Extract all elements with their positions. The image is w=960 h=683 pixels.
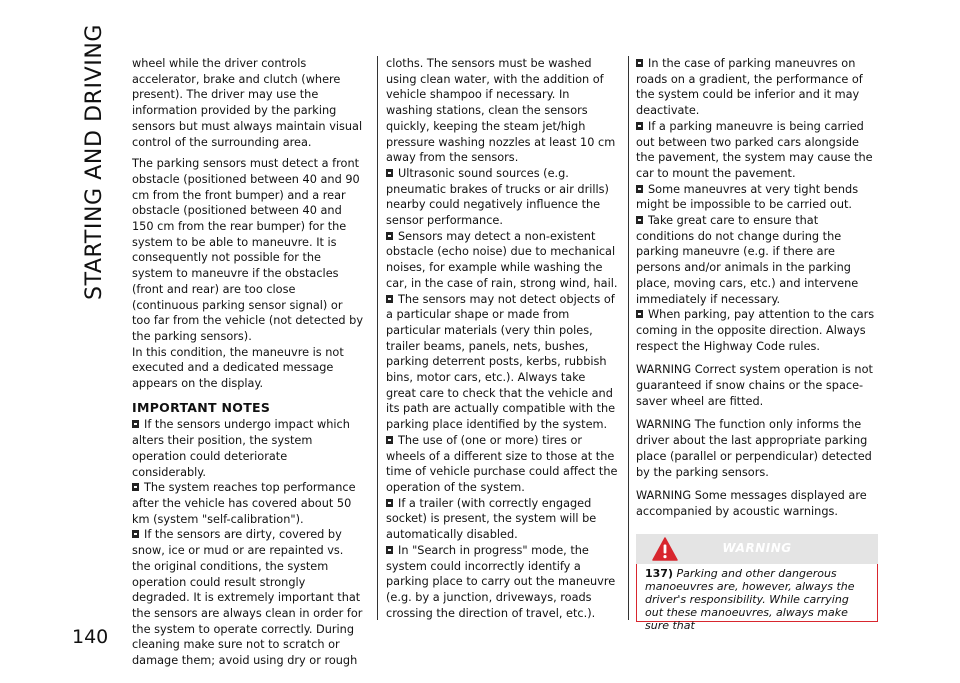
list-item [386,166,618,229]
list-item-text: In the case of parking maneuvres on roads on a gradient, the performance of the system could be inferior and it may deactivate. [636,57,863,118]
list-item-text: If the sensors are dirty, covered by snow, ice or mud or are repainted vs. the original conditions, the system operation could result strongly degraded. It is extremely important that the sensors are always clean in order for the system to operate correctly. During cleaning make sure not to scratch or damage them; avoid using dry or rough [132,528,363,668]
list-item-text: When parking, pay attention to the cars coming in the opposite direction. Always respect the Highway Code rules. [636,308,875,353]
bullet-icon [132,530,139,538]
column-divider-1 [377,56,378,620]
bullet-icon [132,483,139,491]
list-item [386,229,618,292]
list-item-text: The system reaches top performance after the vehicle has covered about 50 km (system "self-calibration"). [132,481,356,526]
warning-triangle-icon [652,536,678,562]
list-item-text: The sensors may not detect objects of a particular shape or made from particular materials (very thin poles, trailer beams, panels, nets, bushes, parking deterrent posts, kerbs, rubbish bins, motor cars, etc.). Always take great care to check that the vehicle and its path are actually compatible with the parking place identified by the system. [386,292,616,432]
list-item [386,543,618,622]
list-item [132,480,364,527]
warning-paragraph: WARNING Some messages displayed are accompanied by acoustic warnings. [636,489,867,518]
warning-box-title: WARNING [722,540,792,555]
list-item-text: In "Search in progress" mode, the system could incorrectly identify a parking place to carry out the maneuvre (e.g. by a junction, driveways, roads crossing the direction of travel, etc.). [386,543,616,620]
column-2 [386,56,618,621]
list-item [636,119,878,182]
column-1 [132,56,364,669]
list-item [132,527,364,668]
warning-box-body [636,564,878,632]
bullet-icon [636,59,643,67]
bullet-icon [386,169,393,177]
list-item [386,496,618,543]
bullet-icon [386,546,393,554]
section-title: STARTING AND DRIVING [82,23,107,300]
list-item-text: Sensors may detect a non-existent obstacle (echo noise) due to mechanical noises, for example while washing the car, in the case of rain, strong wind, hail. [386,229,618,290]
list-item [386,433,618,496]
list-item-text: Take great care to ensure that conditions do not change during the parking maneuvre (e.g. if there are persons and/or animals in the parking place, moving cars, etc.) and intervene immediately if necessary. [636,214,859,306]
list-item-text: The use of (one or more) tires or wheels of a different size to those at the time of vehicle purchase could affect the operation of the system. [386,433,618,494]
warning-number: 137) [645,566,673,580]
list-item [386,292,618,433]
list-item [636,307,878,354]
warning-paragraph: WARNING Correct system operation is not guaranteed if snow chains or the space-saver wheel are fitted. [636,363,873,408]
list-item [636,56,878,119]
bullet-icon [636,310,643,318]
paragraph: In this condition, the maneuvre is not executed and a dedicated message appears on the display. [132,345,344,391]
paragraph: The parking sensors must detect a front obstacle (positioned between 40 and 90 cm from the front bumper) and a rear obstacle (positioned between 40 and 150 cm from the rear bumper) for the system to be able to maneuvre. It is consequently not possible for the system to maneuvre if the obstacles (front and rear) are too close (continuous parking sensor signal) or too far from the vehicle (not detected by the parking sensors). [132,157,364,343]
section-heading: IMPORTANT NOTES [132,399,271,415]
list-item-text: If the sensors undergo impact which alters their position, the system operation could deteriorate considerably. [132,418,350,479]
bullet-icon [386,436,393,444]
page-number: 140 [72,626,109,648]
list-item-text: If a trailer (with correctly engaged socket) is present, the system will be automatically disabled. [386,496,597,542]
column-3 [636,56,878,632]
column-divider-2 [628,56,629,620]
bullet-icon [386,499,393,507]
warning-box-header [636,534,878,564]
bullet-icon [386,232,393,240]
list-item-text: If a parking maneuvre is being carried out between two parked cars alongside the pavement, the system may cause the car to mount the pavement. [636,119,873,180]
paragraph: wheel while the driver controls accelerator, brake and clutch (where present). The driver may use the information provided by the parking sensors but must always maintain visual control of the surrounding area. [132,57,363,149]
list-item-text: Some maneuvres at very tight bends might be impossible to be carried out. [636,182,859,212]
paragraph: cloths. The sensors must be washed using clean water, with the addition of vehicle shampoo if necessary. In washing stations, clean the sensors quickly, keeping the steam jet/high pressure washing nozzles at least 10 cm away from the sensors. [386,57,616,165]
bullet-icon [132,420,139,428]
list-item [636,182,878,213]
bullet-icon [386,295,393,303]
warning-box [636,534,878,632]
warning-paragraph: WARNING The function only informs the driver about the last appropriate parking place (parallel or perpendicular) detected by the parking sensors. [636,418,872,479]
bullet-icon [636,216,643,224]
list-item [132,417,364,480]
list-item [636,213,878,307]
bullet-icon [636,122,643,130]
warning-box-text: Parking and other dangerous manoeuvres are, however, always the driver's responsibility. While carrying out these manoeuvres, always make sure that [645,566,855,632]
bullet-icon [636,185,643,193]
list-item-text: Ultrasonic sound sources (e.g. pneumatic brakes of trucks or air drills) nearby could negatively influence the sensor performance. [386,166,609,228]
